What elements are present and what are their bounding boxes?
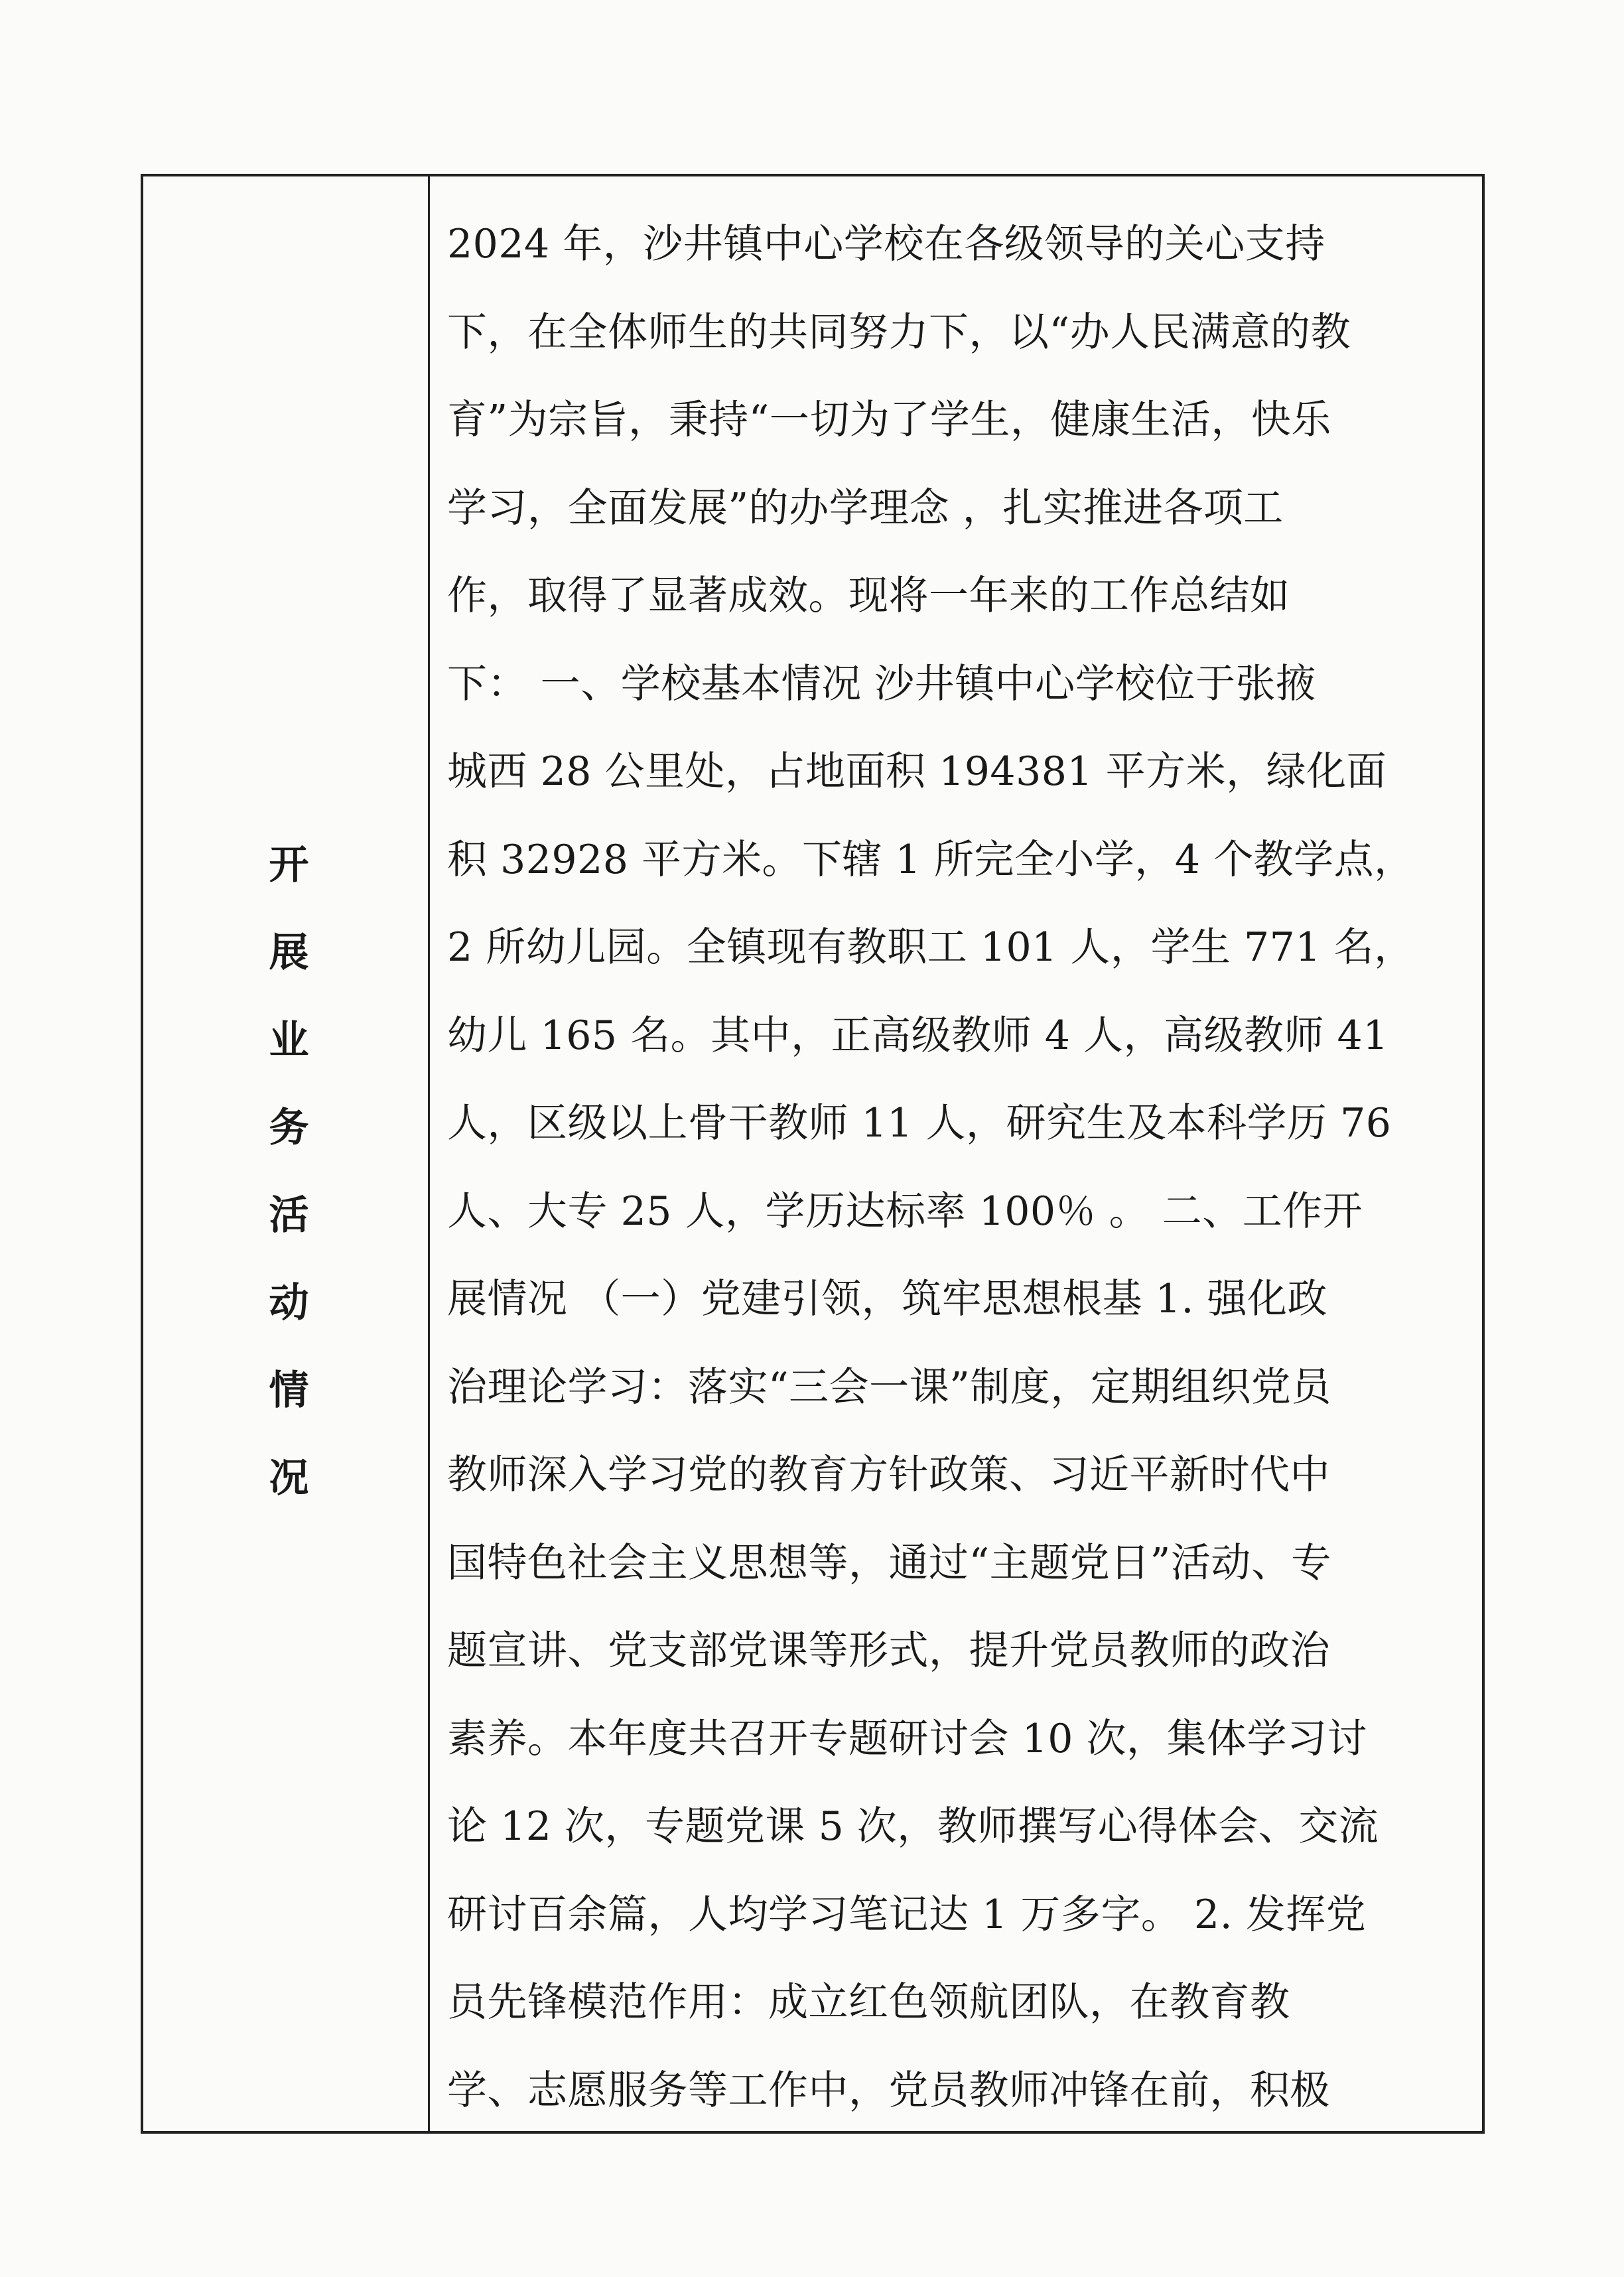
content-line: 展情况 （一）党建引领，筑牢思想根基 1. 强化政 (447, 1276, 1327, 1322)
content-line: 作，取得了显著成效。现将一年来的工作总结如 (447, 573, 1290, 619)
form-table (141, 174, 1485, 2134)
content-line: 育”为宗旨，秉持“一切为了学生，健康生活，快乐 (447, 397, 1331, 443)
content-line: 2024 年，沙井镇中心学校在各级领导的关心支持 (447, 221, 1325, 267)
content-line: 素养。本年度共召开专题研讨会 10 次，集体学习讨 (447, 1715, 1367, 1762)
section-label: 开展业务活动情况 (262, 843, 309, 1544)
content-line: 员先锋模范作用：成立红色领航团队，在教育教 (447, 1979, 1290, 2026)
content-line: 幼儿 165 名。其中，正高级教师 4 人，高级教师 41 (447, 1012, 1388, 1059)
content-line: 下： 一、学校基本情况 沙井镇中心学校位于张掖 (447, 660, 1316, 707)
content-line: 人、大专 25 人，学历达标率 100％ 。 二、工作开 (447, 1188, 1363, 1235)
content-line: 城西 28 公里处，占地面积 194381 平方米，绿化面 (447, 748, 1387, 795)
content-line: 学习，全面发展”的办学理念 ，扎实推进各项工 (447, 484, 1284, 531)
content-line: 人，区级以上骨干教师 11 人，研究生及本科学历 76 (447, 1100, 1392, 1146)
content-line: 积 32928 平方米。下辖 1 所完全小学，4 个教学点， (447, 836, 1414, 883)
content-line: 研讨百余篇，人均学习笔记达 1 万多字。 2. 发挥党 (447, 1891, 1367, 1938)
section-label-cell (143, 176, 430, 2131)
content-line: 2 所幼儿园。全镇现有教职工 101 人，学生 771 名， (447, 924, 1414, 971)
content-line: 治理论学习：落实“三会一课”制度，定期组织党员 (447, 1363, 1331, 1411)
content-line: 国特色社会主义思想等，通过“主题党日”活动、专 (447, 1539, 1331, 1586)
content-line: 教师深入学习党的教育方针政策、习近平新时代中 (447, 1452, 1330, 1498)
content-line: 下，在全体师生的共同努力下，以“办人民满意的教 (447, 309, 1351, 356)
content-line: 题宣讲、党支部党课等形式，提升党员教师的政治 (447, 1627, 1330, 1674)
content-line: 论 12 次，专题党课 5 次，教师撰写心得体会、交流 (447, 1803, 1379, 1850)
content-line: 学、志愿服务等工作中，党员教师冲锋在前，积极 (447, 2067, 1330, 2114)
section-content-cell (430, 176, 1482, 2131)
